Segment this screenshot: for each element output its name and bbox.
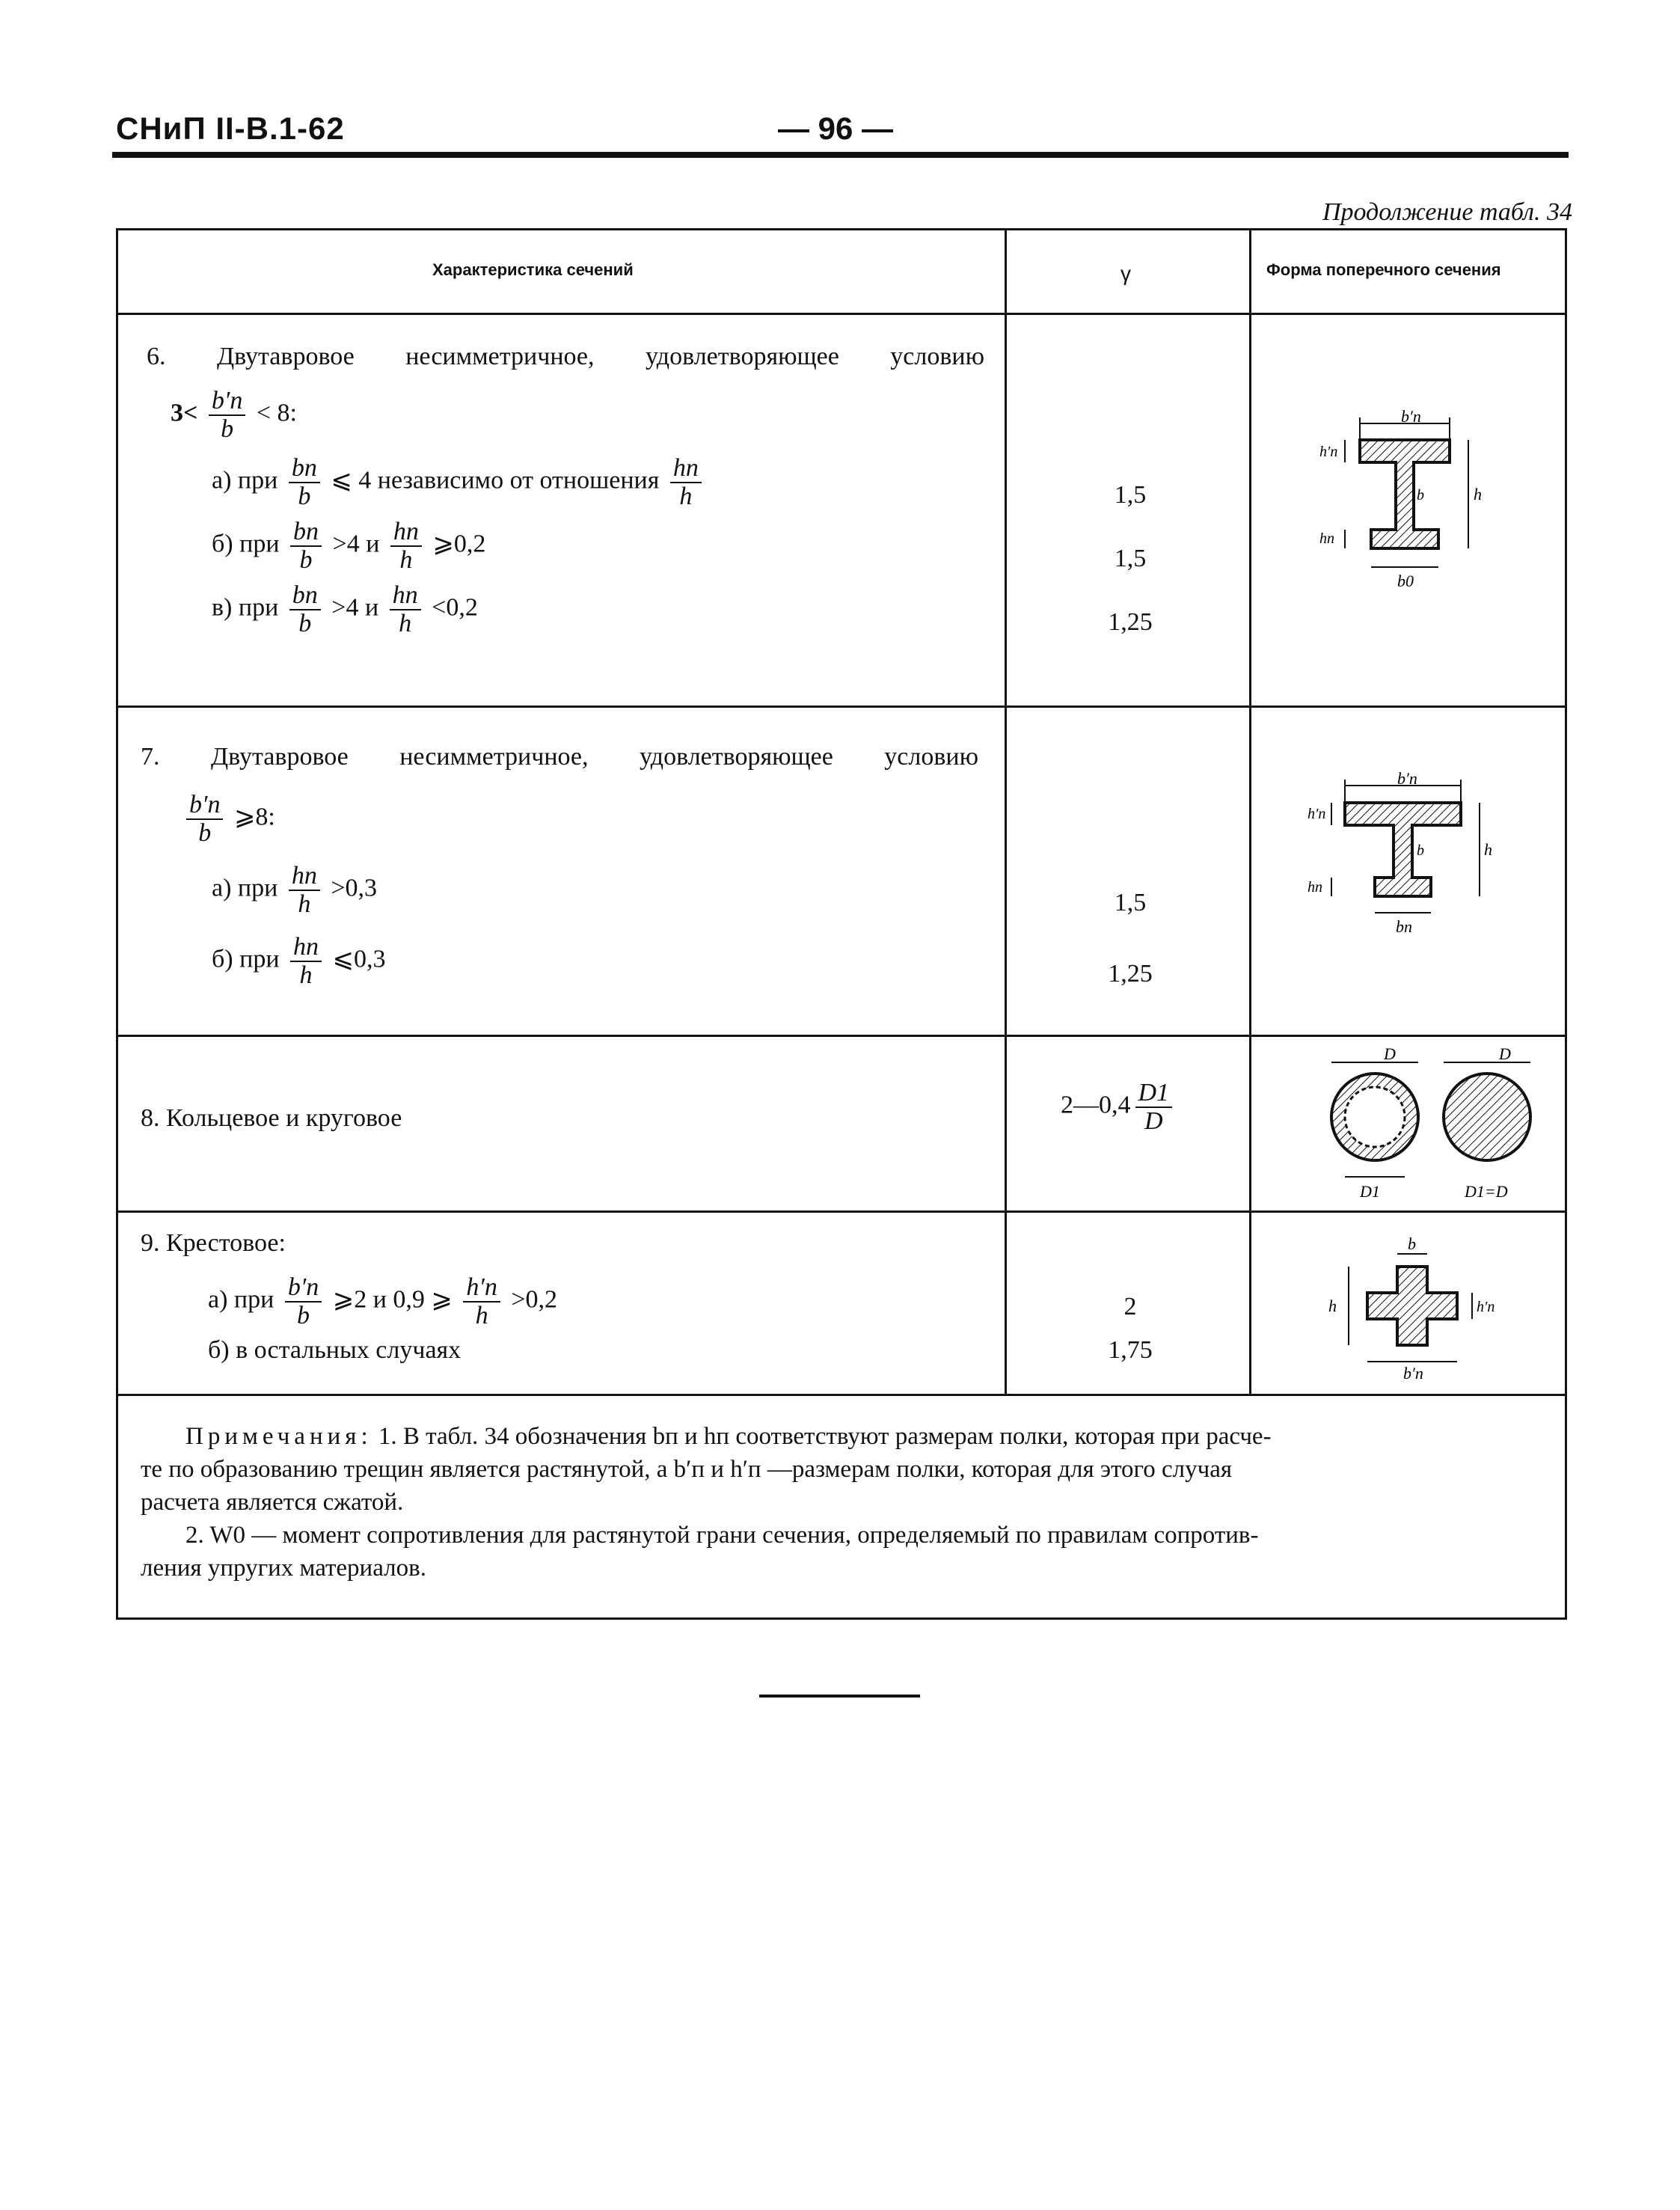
row6-label-bp: b′п (1401, 410, 1421, 426)
row6-cond-right: < 8: (256, 399, 297, 427)
row6-cond-num: b′п (209, 388, 245, 416)
row6-a-mid: ⩽ 4 независимо от отношения (331, 466, 660, 495)
row8-gamma (1061, 1080, 1177, 1134)
row6-cond-left: 3< (171, 399, 198, 427)
row7-cond-right: ⩾8: (233, 803, 275, 831)
row7-label-bn: bп (1396, 917, 1412, 936)
row7-condition (182, 792, 275, 846)
row9-case-a (208, 1274, 557, 1329)
row9-a-end: >0,2 (511, 1285, 558, 1314)
row6-b-end: ⩾0,2 (432, 530, 486, 558)
ring-label-D1: D1 (1360, 1182, 1380, 1201)
note-1-line-3: расчета является сжатой. (141, 1489, 404, 1516)
row6-b-num: bп (290, 518, 322, 547)
row8-circle-sections-figure (1315, 1046, 1554, 1203)
row6-b-label: б) при (212, 530, 280, 558)
row9-a-label: а) при (208, 1285, 275, 1314)
row6-case-a (212, 455, 706, 509)
row6-c-mid: >4 и (331, 593, 379, 622)
row6-b-den: b (299, 545, 313, 574)
ring-label-D: D (1384, 1046, 1396, 1063)
row6-i-beam-figure (1315, 410, 1494, 597)
row9-a-mid: ⩾2 и 0,9 ⩾ (332, 1285, 453, 1314)
row9-gamma-a: 2 (1123, 1293, 1137, 1320)
row7-label-hn: hп (1307, 879, 1322, 896)
row7-label-bp: b′п (1397, 769, 1417, 788)
col-divider-2 (1249, 230, 1251, 1394)
row6-c-label: в) при (212, 593, 279, 622)
row7-gamma-a: 1,5 (1114, 889, 1147, 916)
document-code: СНиП II-В.1-62 (116, 111, 345, 146)
row7-i-beam-figure (1307, 769, 1502, 949)
row-divider-9 (118, 1394, 1566, 1396)
row7-section-shape (1345, 803, 1461, 896)
col-divider-1 (1005, 230, 1007, 1394)
note-2-line-1: 2. W0 — момент сопротивления для растянутой грани сечения, определяемый по правилам сопротив- (186, 1522, 1259, 1549)
row8-gamma-prefix: 2—0,4 (1061, 1091, 1131, 1119)
header-rule (112, 152, 1569, 158)
row7-a-label: а) при (212, 874, 278, 902)
circle-label-D1-eq: D1=D (1465, 1182, 1508, 1201)
row7-cond-den: b (198, 818, 212, 847)
row6-section-shape (1360, 440, 1450, 548)
row-divider-6 (118, 705, 1566, 708)
row6-b-mid: >4 и (332, 530, 380, 558)
row7-a-end: >0,3 (331, 874, 377, 902)
row9-a-den2: h (475, 1301, 488, 1329)
col-header-characteristic: Характеристика сечений (432, 260, 634, 279)
cross-label-h: h (1328, 1297, 1337, 1315)
cross-label-hp: h′п (1477, 1299, 1495, 1315)
row7-case-b (212, 934, 386, 988)
row9-title: 9. Крестовое: (141, 1229, 286, 1257)
col-header-shape: Форма поперечного сечения (1266, 260, 1501, 279)
row7-b-num: hп (290, 934, 322, 962)
row7-b-end: ⩽0,3 (332, 945, 386, 973)
row-divider-8 (118, 1210, 1566, 1213)
row6-title: 6. Двутавровое несимметричное, удовлетворяющее условию (147, 343, 984, 370)
row7-label-h: h (1484, 840, 1492, 859)
notes-block (141, 1420, 1532, 1585)
row-divider-7 (118, 1035, 1566, 1037)
row8-gamma-num: D1 (1135, 1080, 1173, 1108)
row7-cond-num: b′п (186, 792, 223, 820)
row7-b-den: h (299, 961, 313, 989)
row6-a-den: b (298, 482, 311, 510)
row6-b-num2: hп (390, 518, 422, 547)
row6-label-b: b (1417, 487, 1424, 503)
page-number: — 96 — (778, 111, 894, 146)
row6-gamma-c: 1,25 (1108, 608, 1153, 636)
row7-case-a (212, 863, 377, 917)
cross-label-b: b (1408, 1234, 1416, 1253)
row6-c-num: bп (289, 582, 321, 610)
row8-gamma-den: D (1144, 1106, 1163, 1135)
row6-b-den2: h (399, 545, 413, 574)
row6-label-b0: b0 (1397, 572, 1414, 590)
col-header-gamma: γ (1120, 262, 1131, 285)
row7-label-b: b (1417, 842, 1424, 859)
row9-gamma-b: 1,75 (1108, 1336, 1153, 1364)
cross-section-shape (1367, 1267, 1457, 1345)
row6-c-num2: hп (390, 582, 421, 610)
cross-label-bp: b′п (1403, 1364, 1423, 1383)
header-row-divider (118, 313, 1566, 315)
row6-case-b (212, 518, 485, 573)
row7-label-hp: h′п (1307, 806, 1326, 822)
row6-a-num: bп (289, 455, 320, 483)
table-continuation-label: Продолжение табл. 34 (1322, 198, 1572, 226)
row7-b-label: б) при (212, 945, 280, 973)
note-1-text-1: 1. В табл. 34 обозначения bп и hп соответствуют размерам полки, которая при расче- (378, 1423, 1272, 1450)
row7-a-num: hп (289, 863, 320, 891)
row6-a-label: а) при (212, 466, 278, 495)
row6-label-hn: hп (1319, 530, 1334, 547)
note-2-line-2: ления упругих материалов. (141, 1555, 426, 1582)
row6-label-hp: h′п (1319, 444, 1338, 460)
row6-case-c (212, 582, 478, 637)
row6-label-h: h (1474, 485, 1482, 503)
row9-a-num: b′п (285, 1274, 322, 1303)
notes-label: Примечания: (186, 1423, 373, 1450)
table-34 (116, 228, 1567, 1620)
row7-title: 7. Двутавровое несимметричное, удовлетворяющее условию (141, 743, 978, 771)
circle-section-shape (1444, 1074, 1530, 1160)
row9-case-b: б) в остальных случаях (208, 1336, 462, 1364)
page-end-rule (759, 1695, 920, 1698)
circle-label-D: D (1499, 1046, 1511, 1063)
row7-gamma-b: 1,25 (1108, 960, 1153, 988)
row9-a-den: b (297, 1301, 310, 1329)
note-1-line-1 (186, 1420, 1532, 1453)
row6-c-end: <0,2 (432, 593, 478, 622)
row6-a-den2: h (679, 482, 693, 510)
row9-cross-section-figure (1315, 1225, 1509, 1383)
row6-a-num2: hп (670, 455, 702, 483)
row6-gamma-b: 1,5 (1114, 545, 1147, 572)
row6-condition (171, 388, 297, 442)
row6-gamma-a: 1,5 (1114, 481, 1147, 509)
row6-c-den: b (298, 609, 312, 637)
note-1-line-2: те по образованию трещин является растянутой, а b′п и h′п —размерам полки, которая для этого случая (141, 1456, 1233, 1483)
row6-c-den2: h (399, 609, 412, 637)
row9-a-num2: h′п (463, 1274, 500, 1303)
row8-title: 8. Кольцевое и круговое (141, 1104, 402, 1132)
row6-cond-den: b (221, 414, 234, 443)
row7-a-den: h (298, 890, 311, 918)
